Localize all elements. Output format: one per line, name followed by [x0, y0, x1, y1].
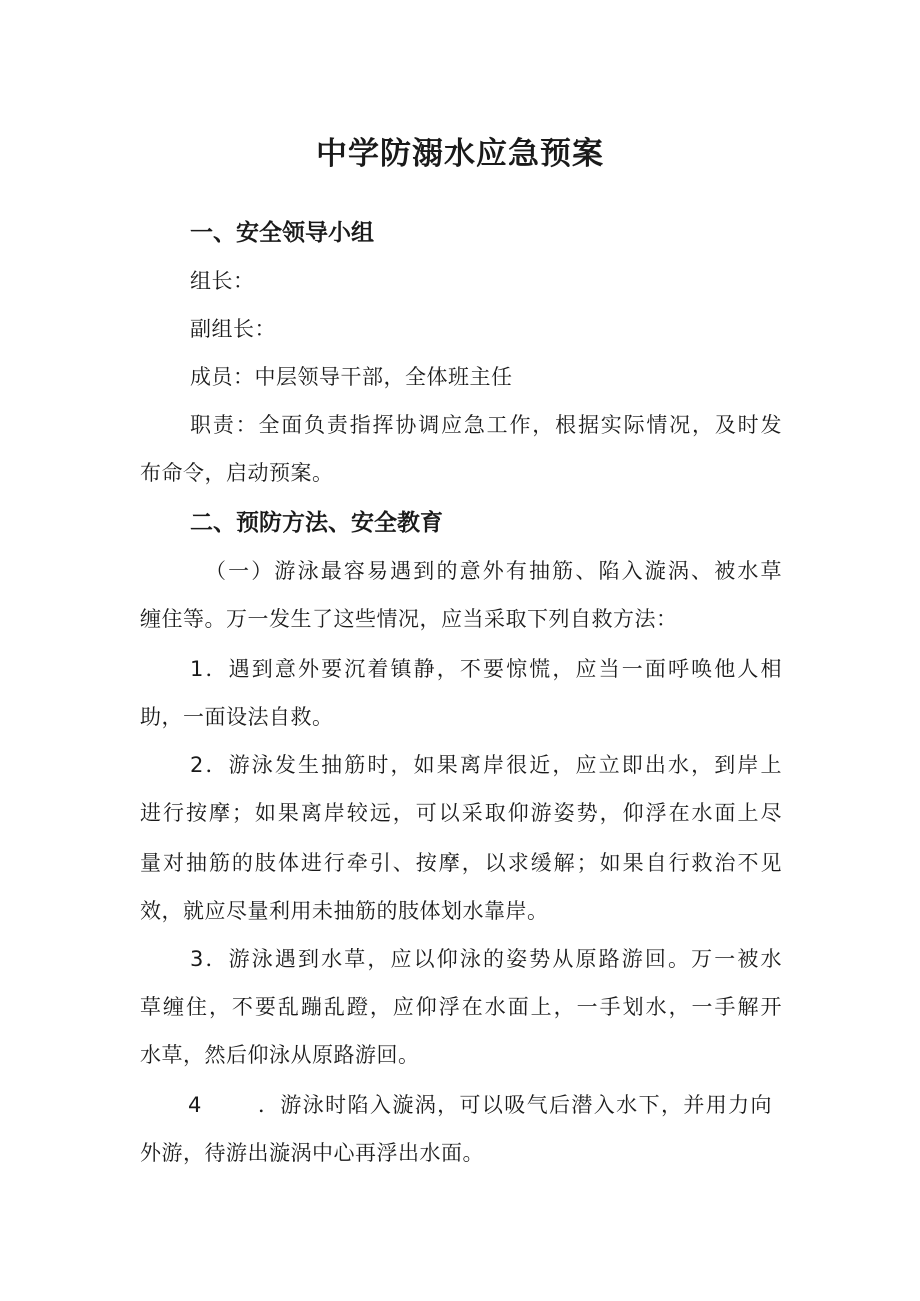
item3-line-3: 水草，然后仰泳从原路游回。	[140, 1043, 420, 1067]
section-heading-leadership: 一、安全领导小组	[190, 220, 374, 246]
intro-line-2: 缠住等。万一发生了这些情况，应当采取下列自救方法：	[140, 607, 678, 631]
item4-line-2: 外游，待游出漩涡中心再浮出水面。	[140, 1141, 484, 1165]
item4-number: 4	[188, 1093, 202, 1117]
item1-line-1: 1．遇到意外要沉着镇静，不要惊慌，应当一面呼唤他人相	[190, 657, 782, 681]
item2-line-3: 量对抽筋的肢体进行牵引、按摩，以求缓解；如果自行救治不见	[140, 851, 782, 875]
leader-line: 组长：	[190, 269, 255, 293]
item2-line-4: 效，就应尽量利用未抽筋的肢体划水靠岸。	[140, 899, 549, 923]
members-line: 成员：中层领导干部，全体班主任	[190, 365, 513, 389]
item2-line-1: 2．游泳发生抽筋时，如果离岸很近，应立即出水，到岸上	[190, 753, 782, 777]
deputy-leader-line: 副组长：	[190, 317, 276, 341]
item2-line-2: 进行按摩；如果离岸较远，可以采取仰游姿势，仰浮在水面上尽	[140, 801, 782, 825]
intro-line-1: （一）游泳最容易遇到的意外有抽筋、陷入漩涡、被水草	[205, 559, 782, 583]
duties-line-1: 职责：全面负责指挥协调应急工作，根据实际情况，及时发	[190, 413, 782, 437]
item4-line-1: ．游泳时陷入漩涡，可以吸气后潜入水下，并用力向	[258, 1093, 772, 1117]
item3-line-2: 草缠住，不要乱蹦乱蹬，应仰浮在水面上，一手划水，一手解开	[140, 995, 782, 1019]
duties-line-2: 布命令，启动预案。	[140, 461, 334, 485]
item3-line-1: 3．游泳遇到水草，应以仰泳的姿势从原路游回。万一被水	[190, 947, 782, 971]
document-title: 中学防溺水应急预案	[316, 136, 604, 172]
item1-line-2: 助，一面设法自救。	[140, 705, 334, 729]
section-heading-prevention: 二、预防方法、安全教育	[190, 510, 443, 536]
